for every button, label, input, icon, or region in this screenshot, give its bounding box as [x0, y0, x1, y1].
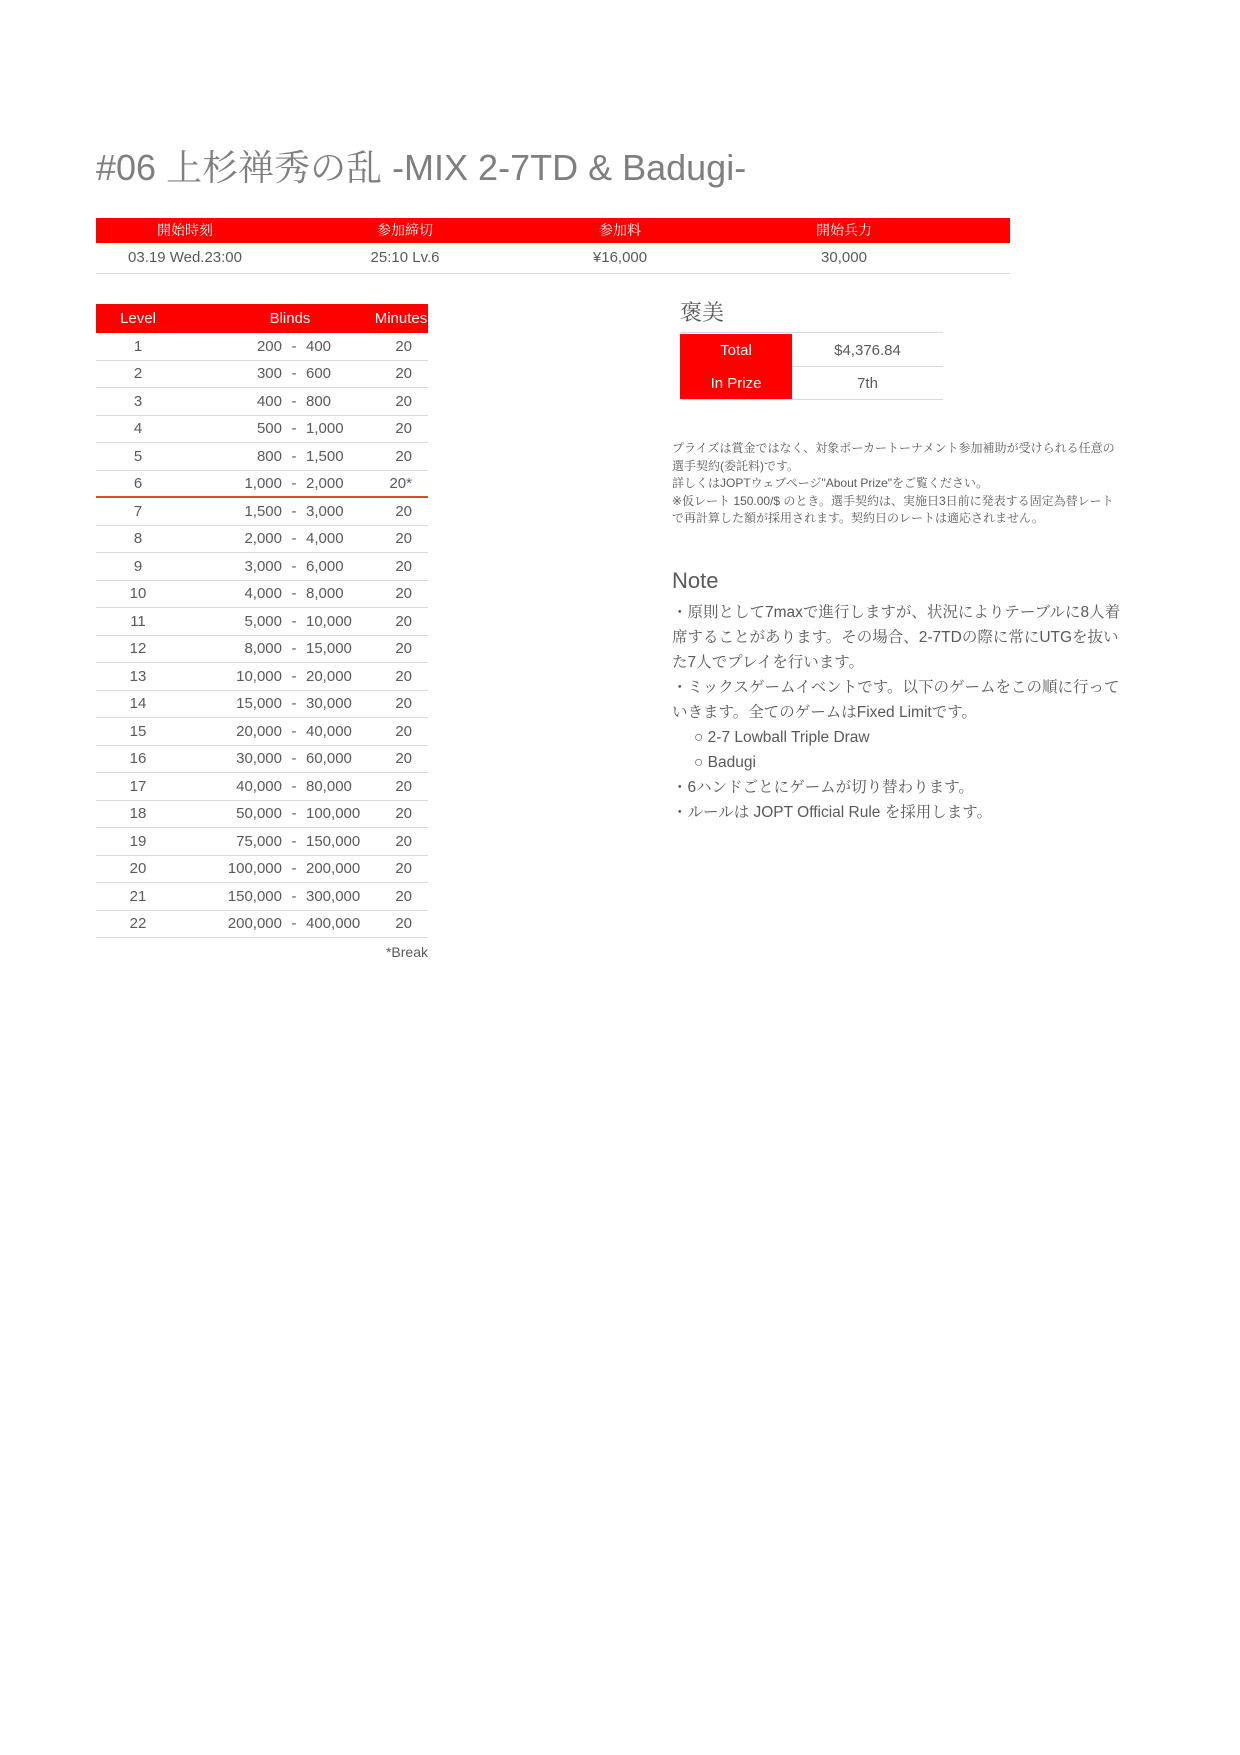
small-blind-cell: 400: [256, 392, 282, 410]
big-blind-cell: 10,000: [306, 612, 352, 630]
note-sub-2: ○ 2-7 Lowball Triple Draw: [694, 729, 870, 746]
small-blind-cell: 15,000: [236, 695, 282, 713]
small-blind-cell: 75,000: [236, 832, 282, 850]
table-row-level-17: [96, 773, 428, 801]
small-blind-cell: 500: [256, 420, 282, 438]
big-blind-cell: 800: [306, 392, 332, 410]
big-blind-cell: 150,000: [306, 832, 361, 850]
table-row-level-20: [96, 856, 428, 884]
level-cell: 14: [129, 695, 147, 713]
table-row-level-4: [96, 416, 428, 444]
level-cell: 17: [129, 777, 147, 795]
small-blind-cell: 200,000: [227, 915, 282, 933]
minutes-cell: 20: [395, 420, 412, 438]
info-header-2: 参加料: [599, 222, 641, 238]
minutes-cell: 20: [395, 447, 412, 465]
big-blind-cell: 80,000: [306, 777, 352, 795]
level-cell: 12: [129, 640, 147, 658]
big-blind-cell: 1,500: [306, 447, 344, 465]
event-info-header-bar: [96, 218, 1010, 243]
note-item-4: ・6ハンドごとにゲームが切り替わります。: [672, 779, 974, 796]
blinds-table-header: [96, 304, 428, 333]
table-row-level-3: [96, 388, 428, 416]
small-blind-cell: 20,000: [236, 722, 282, 740]
minutes-cell: 20: [395, 612, 412, 630]
level-cell: 9: [133, 557, 143, 575]
prize-section-heading: 褒美: [680, 300, 943, 333]
table-row-level-19: [96, 828, 428, 856]
blinds-dash: -: [291, 750, 297, 768]
blinds-dash: -: [291, 392, 297, 410]
blinds-dash: -: [291, 667, 297, 685]
level-cell: 20: [129, 860, 147, 878]
prize-label: Total: [680, 334, 792, 367]
prize-value: 7th: [792, 367, 943, 400]
big-blind-cell: 15,000: [306, 640, 352, 658]
info-value-3: 30,000: [821, 249, 867, 266]
small-blind-cell: 50,000: [236, 805, 282, 823]
big-blind-cell: 400,000: [306, 915, 361, 933]
column-header-blinds: Blinds: [269, 310, 311, 327]
blinds-dash: -: [291, 722, 297, 740]
info-value-2: ¥16,000: [592, 249, 648, 266]
level-cell: 3: [133, 392, 143, 410]
minutes-cell: 20: [395, 777, 412, 795]
big-blind-cell: 200,000: [306, 860, 361, 878]
minutes-cell: 20: [395, 805, 412, 823]
minutes-cell: 20: [395, 337, 412, 355]
blinds-structure-table: [96, 304, 428, 938]
note-sub-3: ○ Badugi: [694, 754, 756, 771]
big-blind-cell: 100,000: [306, 805, 361, 823]
level-cell: 8: [133, 530, 143, 548]
table-row-level-21: [96, 883, 428, 911]
note-item-0: ・原則として7maxで進行しますが、状況によりテーブルに8人着席することがあります。その場合、2-7TDの際に常にUTGを抜いた7人でプレイを行います。: [672, 604, 1121, 671]
big-blind-cell: 400: [306, 337, 332, 355]
table-row-level-1: [96, 333, 428, 361]
small-blind-cell: 800: [256, 447, 282, 465]
small-blind-cell: 100,000: [227, 860, 282, 878]
note-section-heading: Note: [672, 568, 719, 593]
blinds-dash: -: [291, 887, 297, 905]
big-blind-cell: 8,000: [306, 585, 344, 603]
level-cell: 13: [129, 667, 147, 685]
note-item-5: ・ルールは JOPT Official Rule を採用します。: [672, 804, 992, 821]
prize-row-1: [680, 367, 943, 400]
minutes-cell: 20: [395, 365, 412, 383]
prize-table: [680, 334, 943, 400]
small-blind-cell: 3,000: [244, 557, 282, 575]
big-blind-cell: 2,000: [306, 474, 344, 492]
info-value-1: 25:10 Lv.6: [370, 249, 440, 266]
minutes-cell: 20: [395, 695, 412, 713]
big-blind-cell: 3,000: [306, 502, 344, 520]
info-value-0: 03.19 Wed.23:00: [128, 249, 242, 266]
info-header-0: 開始時刻: [157, 222, 213, 238]
small-blind-cell: 2,000: [244, 530, 282, 548]
big-blind-cell: 40,000: [306, 722, 352, 740]
prize-note-line-2: ※仮レート 150.00/$ のとき。選手契約は、実施日3日前に発表する固定為替レートで再計算した額が採用されます。契約日のレートは適応されません。: [672, 493, 1114, 525]
page-title: #06 上杉禅秀の乱 -MIX 2-7TD & Badugi-: [96, 147, 747, 188]
minutes-cell: 20: [395, 887, 412, 905]
level-cell: 19: [129, 832, 147, 850]
blinds-dash: -: [291, 915, 297, 933]
level-cell: 7: [133, 502, 143, 520]
level-cell: 16: [129, 750, 147, 768]
level-cell: 21: [129, 887, 147, 905]
blinds-dash: -: [291, 530, 297, 548]
big-blind-cell: 1,000: [306, 420, 344, 438]
table-row-level-2: [96, 361, 428, 389]
level-cell: 5: [133, 447, 143, 465]
small-blind-cell: 200: [256, 337, 282, 355]
level-cell: 22: [129, 915, 147, 933]
table-row-level-18: [96, 801, 428, 829]
table-row-level-11: [96, 608, 428, 636]
minutes-cell: 20: [395, 502, 412, 520]
event-info-values-row: [96, 243, 1010, 274]
blinds-dash: -: [291, 447, 297, 465]
big-blind-cell: 300,000: [306, 887, 361, 905]
column-header-level: Level: [120, 310, 156, 327]
table-row-level-12: [96, 636, 428, 664]
big-blind-cell: 600: [306, 365, 332, 383]
blinds-dash: -: [291, 502, 297, 520]
minutes-cell: 20: [395, 640, 412, 658]
table-row-level-7: [96, 498, 428, 526]
prize-row-0: [680, 334, 943, 367]
minutes-cell: 20: [395, 750, 412, 768]
table-row-level-10: [96, 581, 428, 609]
prize-note-line-0: プライズは賞金ではなく、対象ポーカートーナメント参加補助が受けられる任意の選手契約(委託料)です。: [672, 441, 1115, 473]
big-blind-cell: 6,000: [306, 557, 344, 575]
level-cell: 1: [133, 337, 143, 355]
prize-note-line-1: 詳しくはJOPTウェブページ"About Prize"をご覧ください。: [672, 476, 989, 490]
table-row-level-5: [96, 443, 428, 471]
big-blind-cell: 20,000: [306, 667, 352, 685]
info-header-1: 参加締切: [377, 222, 433, 238]
blinds-dash: -: [291, 805, 297, 823]
break-footnote: *Break: [385, 944, 428, 960]
info-header-3: 開始兵力: [816, 222, 872, 238]
small-blind-cell: 300: [256, 365, 282, 383]
big-blind-cell: 4,000: [306, 530, 344, 548]
minutes-cell: 20: [395, 915, 412, 933]
table-row-level-15: [96, 718, 428, 746]
table-row-level-9: [96, 553, 428, 581]
minutes-cell: 20: [395, 860, 412, 878]
table-row-level-16: [96, 746, 428, 774]
blinds-dash: -: [291, 365, 297, 383]
minutes-cell: 20: [395, 585, 412, 603]
small-blind-cell: 1,000: [244, 474, 282, 492]
small-blind-cell: 40,000: [236, 777, 282, 795]
table-row-level-22: [96, 911, 428, 939]
note-list: [672, 600, 1128, 825]
level-cell: 4: [133, 420, 143, 438]
table-row-level-8: [96, 526, 428, 554]
big-blind-cell: 60,000: [306, 750, 352, 768]
blinds-dash: -: [291, 860, 297, 878]
level-cell: 15: [129, 722, 147, 740]
prize-label: In Prize: [680, 367, 792, 400]
small-blind-cell: 30,000: [236, 750, 282, 768]
blinds-table-body: [96, 333, 428, 938]
minutes-cell: 20: [395, 722, 412, 740]
blinds-dash: -: [291, 585, 297, 603]
blinds-dash: -: [291, 612, 297, 630]
minutes-cell: 20: [395, 530, 412, 548]
minutes-cell: 20: [395, 557, 412, 575]
prize-disclaimer-text: [672, 440, 1124, 528]
level-cell: 18: [129, 805, 147, 823]
prize-value: $4,376.84: [792, 334, 943, 367]
big-blind-cell: 30,000: [306, 695, 352, 713]
table-row-level-13: [96, 663, 428, 691]
blinds-dash: -: [291, 695, 297, 713]
level-cell: 11: [130, 612, 146, 630]
table-row-level-14: [96, 691, 428, 719]
small-blind-cell: 8,000: [244, 640, 282, 658]
level-cell: 6: [133, 474, 143, 492]
small-blind-cell: 1,500: [244, 502, 282, 520]
small-blind-cell: 150,000: [227, 887, 282, 905]
small-blind-cell: 4,000: [244, 585, 282, 603]
blinds-dash: -: [291, 557, 297, 575]
table-row-level-6: [96, 471, 428, 499]
blinds-dash: -: [291, 420, 297, 438]
level-cell: 10: [129, 585, 147, 603]
minutes-cell: 20*: [389, 474, 412, 492]
blinds-dash: -: [291, 777, 297, 795]
small-blind-cell: 5,000: [244, 612, 282, 630]
column-header-minutes: Minutes: [374, 310, 428, 327]
note-item-1: ・ミックスゲームイベントです。以下のゲームをこの順に行っていきます。全てのゲームはFixed Limitです。: [672, 679, 1120, 721]
blinds-dash: -: [291, 337, 297, 355]
minutes-cell: 20: [395, 392, 412, 410]
small-blind-cell: 10,000: [236, 667, 282, 685]
blinds-dash: -: [291, 832, 297, 850]
blinds-dash: -: [291, 640, 297, 658]
minutes-cell: 20: [395, 667, 412, 685]
level-cell: 2: [133, 365, 143, 383]
minutes-cell: 20: [395, 832, 412, 850]
blinds-dash: -: [291, 474, 297, 492]
